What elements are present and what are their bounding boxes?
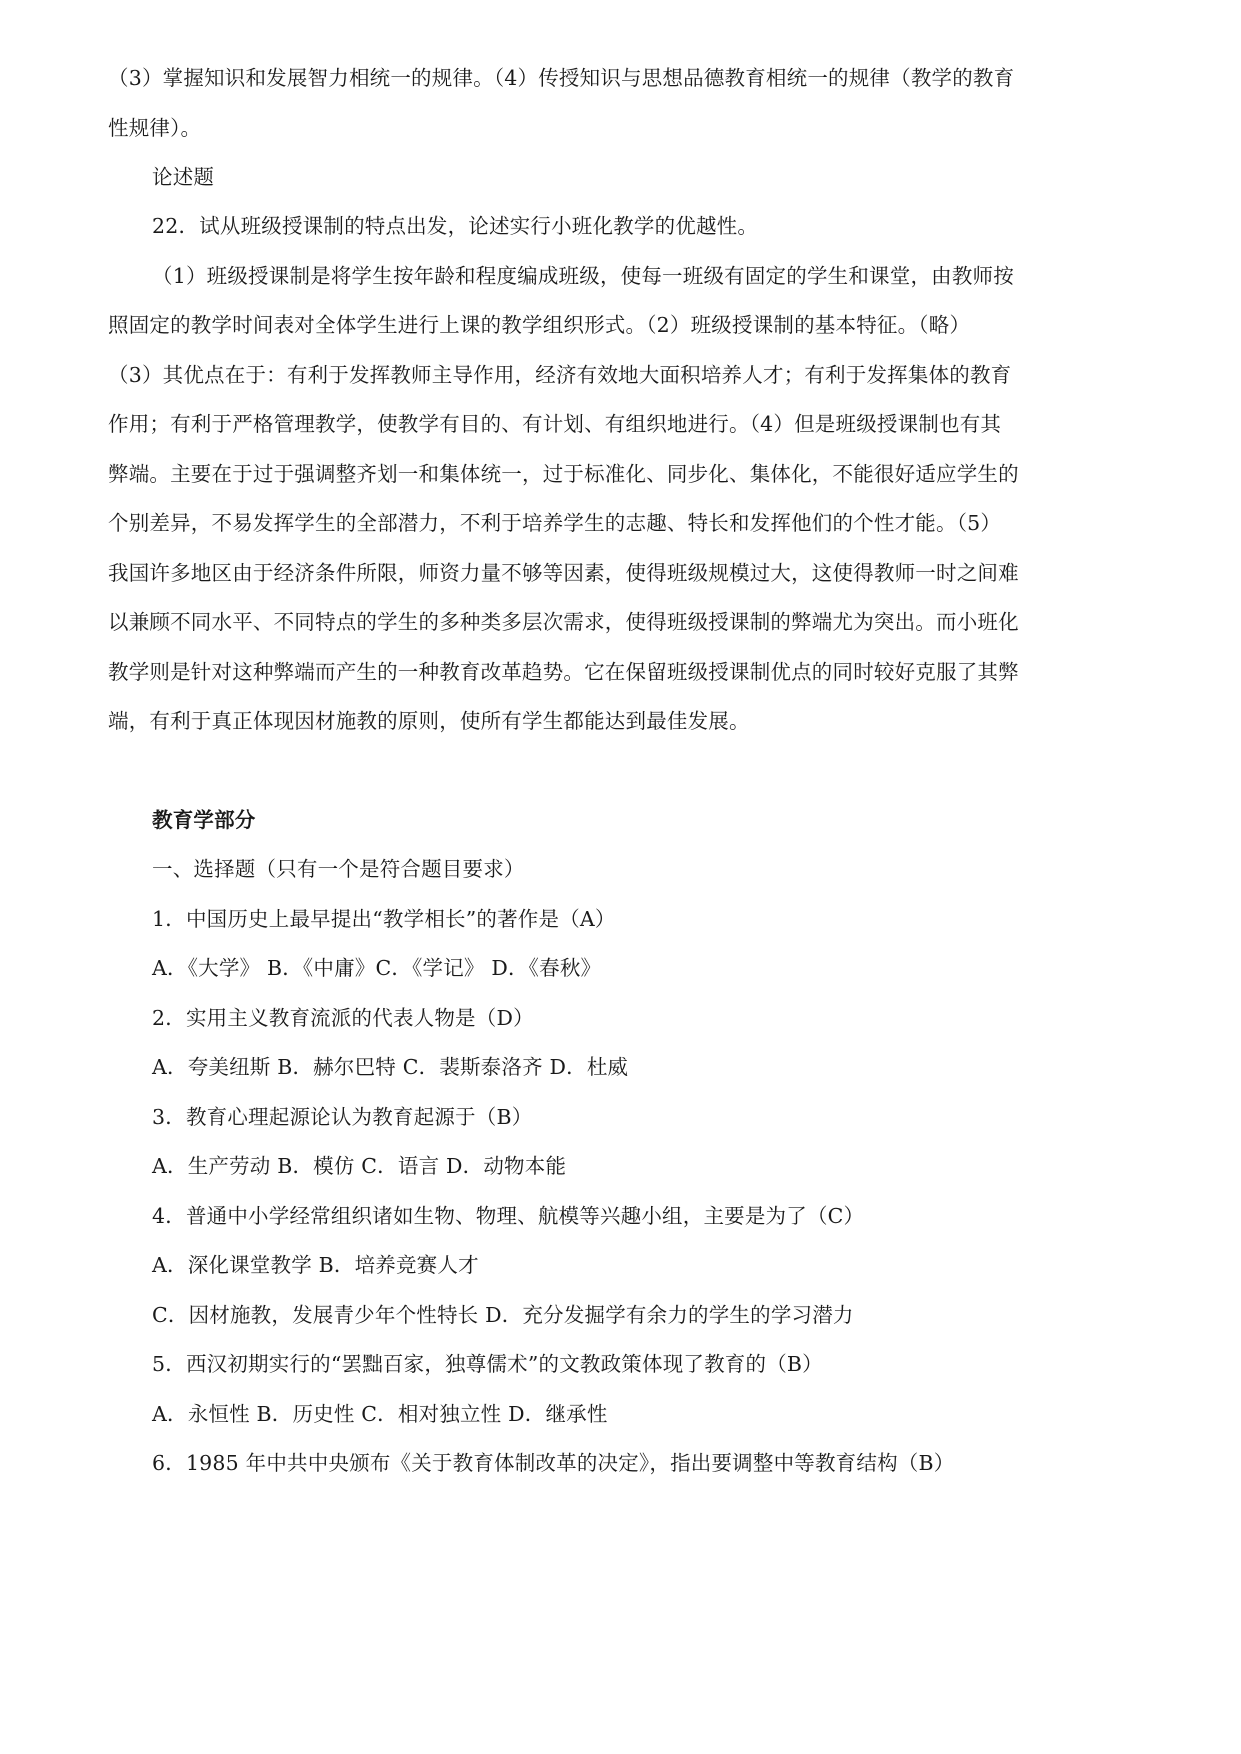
- text-line: 性规律）。: [108, 116, 202, 140]
- section-title: 教育学部分: [152, 808, 256, 832]
- text-line: 我国许多地区由于经济条件所限，师资力量不够等因素，使得班级规模过大，这使得教师一时之间难: [108, 561, 1019, 585]
- question-text: 6．1985 年中共中央颁布《关于教育体制改革的决定》，指出要调整中等教育结构（B）: [152, 1451, 955, 1475]
- answer-options: A．《大学》 B．《中庸》C．《学记》 D．《春秋》: [152, 956, 602, 980]
- text-line: 个别差异，不易发挥学生的全部潜力，不利于培养学生的志趣、特长和发挥他们的个性才能。（5）: [108, 511, 1002, 535]
- question-text: 3．教育心理起源论认为教育起源于（B）: [152, 1105, 533, 1129]
- answer-options: A．生产劳动 B．模仿 C．语言 D．动物本能: [152, 1154, 567, 1178]
- question-text: 1．中国历史上最早提出“教学相长”的著作是（A）: [152, 907, 616, 931]
- text-line: 弊端。主要在于过于强调整齐划一和集体统一，过于标准化、同步化、集体化，不能很好适应学生的: [108, 462, 1019, 486]
- answer-options: A．夸美纽斯 B．赫尔巴特 C．裴斯泰洛齐 D．杜威: [152, 1055, 629, 1079]
- text-line: 以兼顾不同水平、不同特点的学生的多种类多层次需求，使得班级授课制的弊端尤为突出。而小班化: [108, 610, 1019, 634]
- question-text: 2．实用主义教育流派的代表人物是（D）: [152, 1006, 534, 1030]
- question-text: 5．西汉初期实行的“罢黜百家，独尊儒术”的文教政策体现了教育的（B）: [152, 1352, 823, 1376]
- subsection-heading: 一、选择题（只有一个是符合题目要求）: [152, 857, 525, 881]
- question-text: 4．普通中小学经常组织诸如生物、物理、航模等兴趣小组，主要是为了（C）: [152, 1204, 865, 1228]
- text-line: 教学则是针对这种弊端而产生的一种教育改革趋势。它在保留班级授课制优点的同时较好克服了其弊: [108, 660, 1019, 684]
- text-line: 照固定的教学时间表对全体学生进行上课的教学组织形式。（2）班级授课制的基本特征。（略）: [108, 313, 971, 337]
- text-line: 端，有利于真正体现因材施教的原则，使所有学生都能达到最佳发展。: [108, 709, 750, 733]
- section-heading: 论述题: [152, 165, 215, 189]
- answer-options: A．深化课堂教学 B．培养竞赛人才: [152, 1253, 479, 1277]
- text-line: （3）其优点在于：有利于发挥教师主导作用，经济有效地大面积培养人才；有利于发挥集体的教育: [108, 363, 1012, 387]
- text-line: （3）掌握知识和发展智力相统一的规律。（4）传授知识与思想品德教育相统一的规律（教学的教育: [108, 66, 1015, 90]
- answer-options: C．因材施教，发展青少年个性特长 D．充分发掘学有余力的学生的学习潜力: [152, 1303, 854, 1327]
- answer-options: A．永恒性 B．历史性 C．相对独立性 D．继承性: [152, 1402, 608, 1426]
- question-text: 22．试从班级授课制的特点出发，论述实行小班化教学的优越性。: [152, 214, 759, 238]
- text-line: 作用；有利于严格管理教学，使教学有目的、有计划、有组织地进行。（4）但是班级授课制也有其: [108, 412, 1002, 436]
- text-line: （1）班级授课制是将学生按年龄和程度编成班级，使每一班级有固定的学生和课堂，由教师按: [152, 264, 1014, 288]
